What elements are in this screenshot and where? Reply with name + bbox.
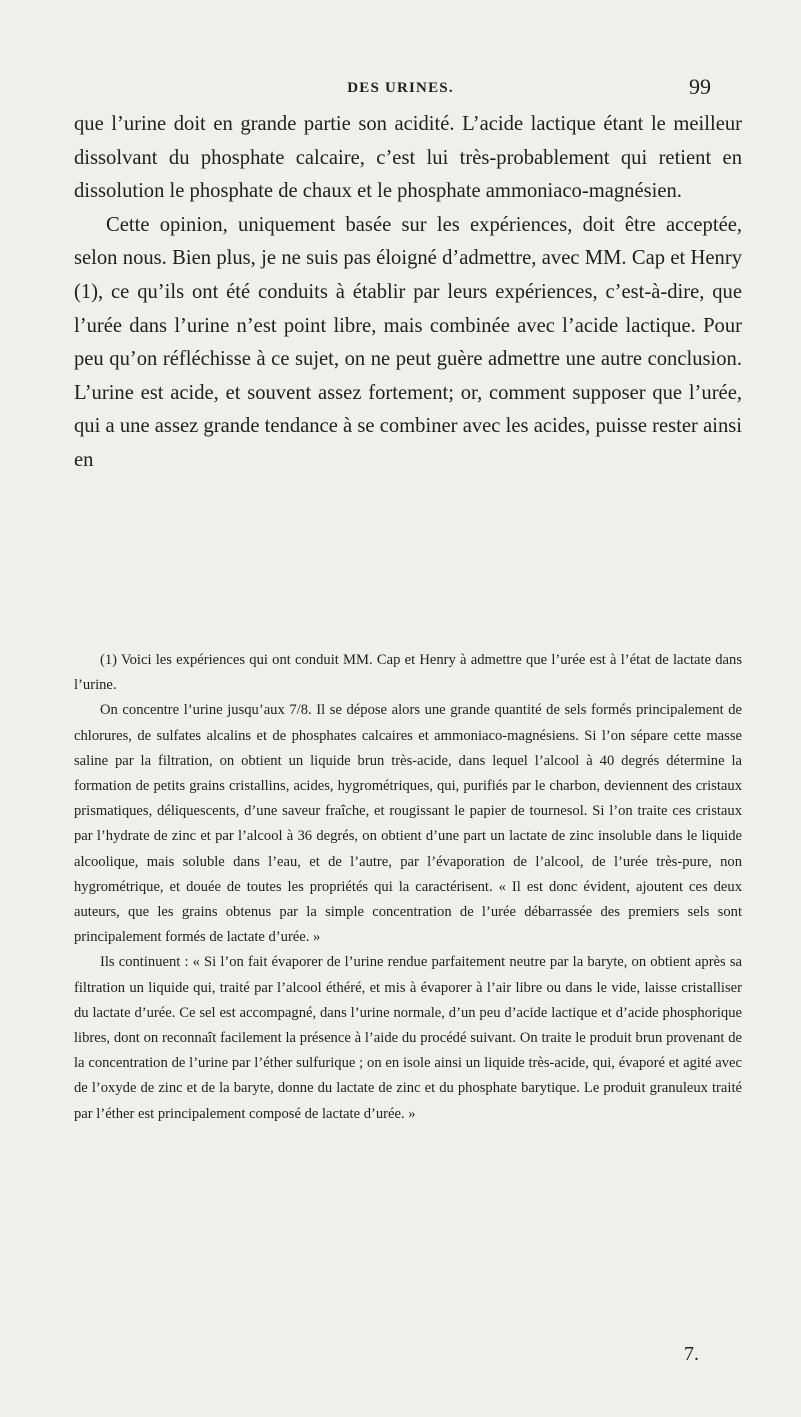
footnotes <box>74 648 742 1127</box>
footnote-paragraph-2: On concentre l’urine jusqu’aux 7/8. Il se dépose alors une grande quantité de sels formés principalement de chlorures, de sulfates alcalins et de phosphates calcaires et ammoniaco-magnésiens. Si l’on sépare cette masse saline par la filtration, on obtient un liquide brun très-acide, dans lequel l’alcool à 40 degrés détermine la formation de petits grains cristallins, acides, hygrométriques, qui, purifiés par le charbon, deviennent des cristaux prismatiques, déliquescents, d’une saveur fraîche, et rougissant le papier de tournesol. Si l’on traite ces cristaux par l’hydrate de zinc et par l’alcool à 36 degrés, on obtient d’une part un lactate de zinc insoluble dans le liquide alcoolique, mais soluble dans l’eau, et de l’autre, par l’évaporation de l’alcool, de l’urée très-pure, non hygrométrique, et douée de toutes les propriétés qui la caractérisent. « Il est donc évident, ajoutent ces deux auteurs, que les grains obtenus par la simple concentration de l’urée débarrassée des premiers sels sont principalement formés de lactate d’urée. » <box>74 702 742 946</box>
signature-mark: 7. <box>684 1343 699 1365</box>
running-head <box>0 74 801 102</box>
page-number: 99 <box>689 74 711 99</box>
footnote-paragraph-1: (1) Voici les expériences qui ont conduit MM. Cap et Henry à admettre que l’urée est à l’état de lactate dans l’urine. <box>74 652 742 694</box>
main-paragraph-1: que l’urine doit en grande partie son acidité. L’acide lactique étant le meilleur dissolvant du phosphate calcaire, c’est lui très-probablement qui retient en dissolution le phosphate de chaux et le phosphate ammoniaco-magnésien. <box>74 113 742 203</box>
footnote-paragraph-3: Ils continuent : « Si l’on fait évaporer de l’urine rendue parfaitement neutre par la baryte, on obtient après sa filtration un liquide qui, traité par l’alcool éthéré, et mis à évaporer à l’air libre ou dans le vide, laisse cristalliser du lactate d’urée. Ce sel est accompagné, dans l’urine normale, d’un peu d’acide lactique et d’acide phosphorique libres, dont on reconnaît facilement la présence à l’aide du procédé suivant. On traite le produit brun provenant de la concentration de l’urine par l’éther sulfurique ; on en isole ainsi un liquide très-acide, qui, évaporé et agité avec de l’oxyde de zinc et de la baryte, donne du lactate de zinc et du phosphate barytique. Le produit granuleux traité par l’éther est principalement composé de lactate d’urée. » <box>74 954 742 1122</box>
main-paragraph-2: Cette opinion, uniquement basée sur les expériences, doit être acceptée, selon nous. Bien plus, je ne suis pas éloigné d’admettre, avec MM. Cap et Henry (1), ce qu’ils ont été conduits à établir par leurs expériences, c’est-à-dire, que l’urée dans l’urine n’est point libre, mais combinée avec l’acide lactique. Pour peu qu’on réfléchisse à ce sujet, on ne peut guère admettre une autre conclusion. L’urine est acide, et souvent assez fortement; or, comment supposer que l’urée, qui a une assez grande tendance à se combiner avec les acides, puisse rester ainsi en <box>74 213 742 471</box>
running-title: DES URINES. <box>347 80 454 96</box>
main-text <box>74 108 742 478</box>
